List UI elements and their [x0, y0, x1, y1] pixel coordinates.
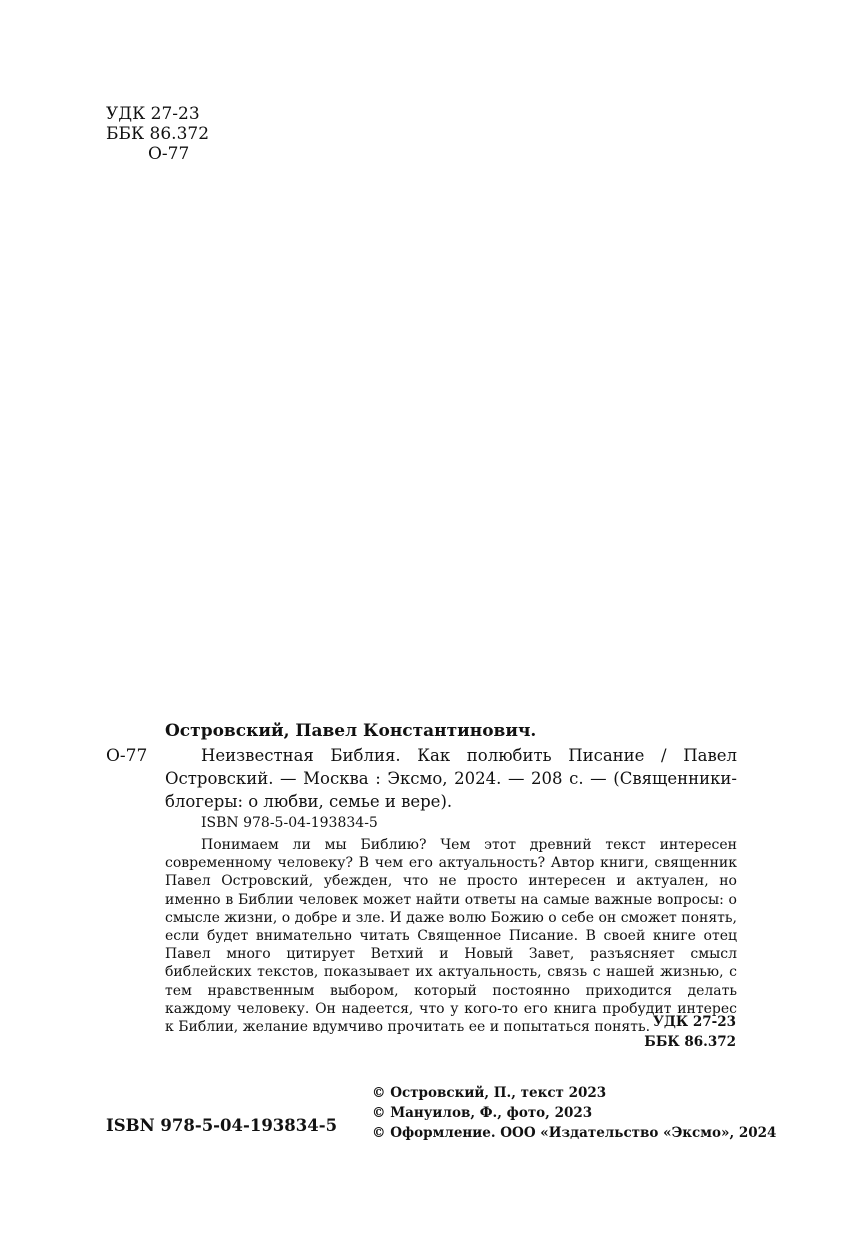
isbn-bottom: ISBN 978-5-04-193834-5 [106, 1116, 338, 1135]
copyright-design: © Оформление. ООО «Издательство «Эксмо», 2024 [372, 1125, 777, 1141]
copyright-photo: © Мануилов, Ф., фото, 2023 [372, 1105, 593, 1121]
copyright-text: © Островский, П., текст 2023 [372, 1085, 607, 1101]
classification-codes-bottom [640, 1012, 736, 1052]
bibliographic-description: Неизвестная Библия. Как полюбить Писание / Павел Островский. — Москва : Эксмо, 2024. — 208 с. — (Священники-блогеры: о любви, семье и вере). [165, 746, 737, 811]
annotation-text: Понимаем ли мы Библию? Чем этот древний текст интересен современному человеку? В чем его актуальность? Автор книги, священник Павел Островский, убежден, что не просто интересен и актуален, но именно в Библии человек может найти ответы на самые важные вопросы: о смысле жизни, о добре и зле. И даже волю Божию о себе он сможет понять, если будет внимательно читать Священное Писание. В своей книге отец Павел много цитирует Ветхий и Новый Завет, разъясняет смысл библейских текстов, показывает их актуальность, связь с нашей жизнью, с тем нравственным выбором, который постоянно приходится делать каждому человеку. Он надеется, что у кого-то его книга пробудит интерес к Библии, желание вдумчиво прочитать ее и попытаться понять. [165, 837, 737, 1036]
isbn-record: ISBN 978-5-04-193834-5 [201, 815, 378, 831]
udk-code-bottom: УДК 27-23 [652, 1014, 736, 1030]
cutter-code: О-77 [148, 144, 190, 164]
classification-codes-top [106, 104, 209, 164]
copyright-block [372, 1083, 776, 1143]
bbk-code: ББК 86.372 [106, 124, 210, 144]
author-heading: Островский, Павел Константинович. [165, 721, 537, 741]
udk-code: УДК 27-23 [106, 104, 200, 124]
bbk-code-bottom: ББК 86.372 [644, 1034, 736, 1050]
cutter-code-record: О-77 [106, 746, 148, 766]
